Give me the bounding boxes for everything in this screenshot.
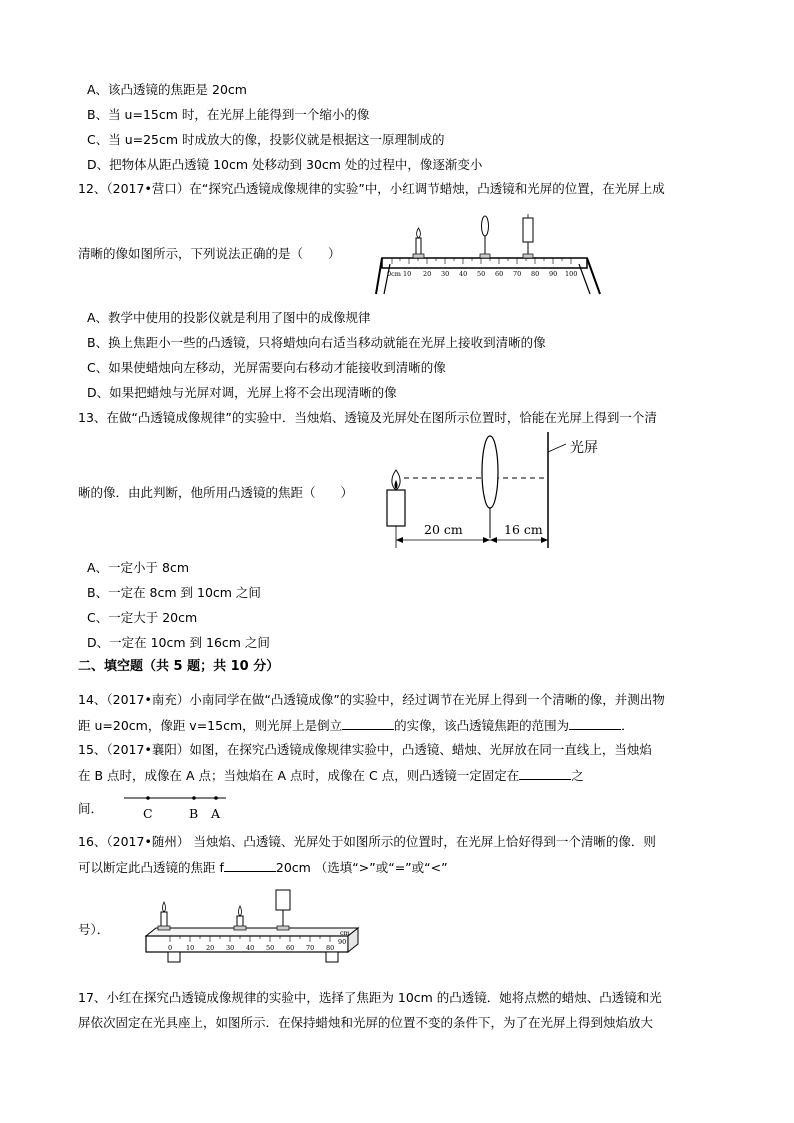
q12-stem-line2: 清晰的像如图所示，下列说法正确的是（ ）	[78, 246, 341, 261]
q12-scale-50: 50	[477, 270, 486, 278]
q16-lens	[234, 906, 246, 930]
q16-stem-line2	[78, 859, 448, 876]
q13-dist-object: 20 cm	[424, 522, 463, 537]
q12-option-c: C、如果使蜡烛向左移动，光屏需要向右移动才能接收到清晰的像	[87, 360, 446, 375]
q16-stem-line1: 16、（2017•随州） 当烛焰、凸透镜、光屏处于如图所示的位置时，在光屏上恰好得到一个清晰的像．则	[78, 834, 656, 849]
q12-scale-90: 90	[549, 270, 558, 278]
q14-blank-2[interactable]	[569, 717, 621, 730]
q12-option-d: D、如果把蜡烛与光屏对调，光屏上将不会出现清晰的像	[87, 385, 397, 400]
q16-scale-50: 50	[266, 944, 275, 952]
q11-option-a: A、该凸透镜的焦距是 20cm	[87, 82, 247, 97]
q14-stem-line2	[78, 717, 634, 734]
q11-option-c: C、当 u=25cm 时成放大的像，投影仪就是根据这一原理制成的	[87, 132, 445, 147]
q17-stem-line2: 屏依次固定在光具座上，如图所示．在保持蜡烛和光屏的位置不变的条件下，为了在光屏上得到烛焰放大	[78, 1015, 654, 1030]
q11-option-b: B、当 u=15cm 时，在光屏上能得到一个缩小的像	[87, 107, 370, 122]
q13-lens	[482, 436, 498, 508]
q16-scale-0: 0	[168, 944, 173, 952]
q12-screen	[523, 214, 533, 258]
q14-blank-1[interactable]	[342, 717, 394, 730]
q16-text-a: 可以断定此凸透镜的焦距 f	[78, 860, 224, 875]
section-title-fill-in: 二、填空题（共 5 题；共 10 分）	[78, 659, 280, 674]
q16-screen	[276, 890, 290, 930]
q13-option-c: C、一定大于 20cm	[87, 610, 198, 625]
q15-blank[interactable]	[519, 767, 571, 780]
q15-text-a: 在 B 点时，成像在 A 点；当烛焰在 A 点时，成像在 C 点，则凸透镜一定固定在	[78, 768, 520, 783]
q11-option-d: D、把物体从距凸透镜 10cm 处移动到 30cm 处的过程中，像逐渐变小	[87, 157, 483, 172]
q13-stem-line1: 13、在做“凸透镜成像规律”的实验中．当烛焰、透镜及光屏处在图所示位置时，恰能在光屏上得到一个清	[78, 410, 657, 425]
q16-scale-70: 70	[306, 944, 315, 952]
q16-scale-60: 60	[286, 944, 295, 952]
q12-scale-60: 60	[495, 270, 504, 278]
q16-scale-20: 20	[206, 944, 215, 952]
q14-stem-line1: 14、（2017•南充）小南同学在做“凸透镜成像”的实验中，经过调节在光屏上得到一个清晰的像，并测出物	[78, 692, 665, 707]
q15-stem-line2	[78, 767, 584, 784]
q13-option-d: D、一定在 10cm 到 16cm 之间	[87, 635, 270, 650]
q16-scale-30: 30	[226, 944, 235, 952]
q12-option-b: B、换上焦距小一些的凸透镜，只将蜡烛向右适当移动就能在光屏上接收到清晰的像	[87, 335, 546, 350]
q13-option-a: A、一定小于 8cm	[87, 560, 190, 575]
q15-point-a: A	[211, 806, 221, 821]
q12-lens	[480, 216, 490, 258]
q12-candle	[413, 228, 424, 258]
q12-stem-line1: 12、（2017•营口）在“探究凸透镜成像规律的实验”中，小红调节蜡烛，凸透镜和光屏的位置，在光屏上成	[78, 181, 665, 196]
q16-candle	[158, 902, 170, 930]
q16-scale-unit: cm	[340, 929, 350, 937]
q13-candle-lens-screen-figure	[376, 430, 616, 550]
q13-option-b: B、一定在 8cm 到 10cm 之间	[87, 585, 261, 600]
q16-text-b: 20cm （选填“>”或“=”或“<”	[275, 860, 448, 875]
q12-scale-80: 80	[531, 270, 540, 278]
q13-dist-image: 16 cm	[504, 522, 543, 537]
q15-points-figure	[120, 790, 230, 822]
q13-screen-label: 光屏	[570, 440, 598, 456]
q13-candle	[387, 470, 405, 526]
q15-point-c: C	[143, 806, 153, 821]
q14-text-b: 的实像，该凸透镜焦距的范围为	[394, 718, 570, 733]
q16-stem-line3: 号）．	[78, 922, 110, 937]
q15-point-b: B	[189, 806, 199, 821]
q12-scale-100: 100	[565, 270, 578, 278]
q17-stem-line1: 17、小红在探究凸透镜成像规律的实验中，选择了焦距为 10cm 的凸透镜．她将点燃的蜡烛、凸透镜和光	[78, 990, 662, 1005]
q16-blank[interactable]	[224, 859, 276, 872]
q15-text-b: 之	[571, 768, 584, 783]
q15-stem-line3: 间．	[78, 801, 104, 816]
q12-scale-20: 20	[423, 270, 432, 278]
q16-optical-bench-figure	[140, 884, 365, 974]
q16-scale-10: 10	[186, 944, 195, 952]
q12-scale-40: 40	[459, 270, 468, 278]
q13-stem-line2: 晰的像．由此判断，他所用凸透镜的焦距（ ）	[78, 485, 354, 500]
q12-scale-0: 0cm 10	[387, 270, 412, 278]
q16-scale-90: 90	[338, 938, 347, 946]
q12-option-a: A、教学中使用的投影仪就是利用了图中的成像规律	[87, 310, 371, 325]
q16-scale-40: 40	[246, 944, 255, 952]
q12-optical-bench-figure	[372, 212, 607, 298]
q14-text-a: 距 u=20cm，像距 v=15cm，则光屏上是倒立	[78, 718, 343, 733]
q14-text-c: ．	[621, 718, 634, 733]
q12-scale-70: 70	[513, 270, 522, 278]
q15-stem-line1: 15、（2017•襄阳）如图，在探究凸透镜成像规律实验中，凸透镜、蜡烛、光屏放在同一直线上，当烛焰	[78, 742, 652, 757]
q16-scale-80: 80	[326, 944, 335, 952]
q12-scale-30: 30	[441, 270, 450, 278]
